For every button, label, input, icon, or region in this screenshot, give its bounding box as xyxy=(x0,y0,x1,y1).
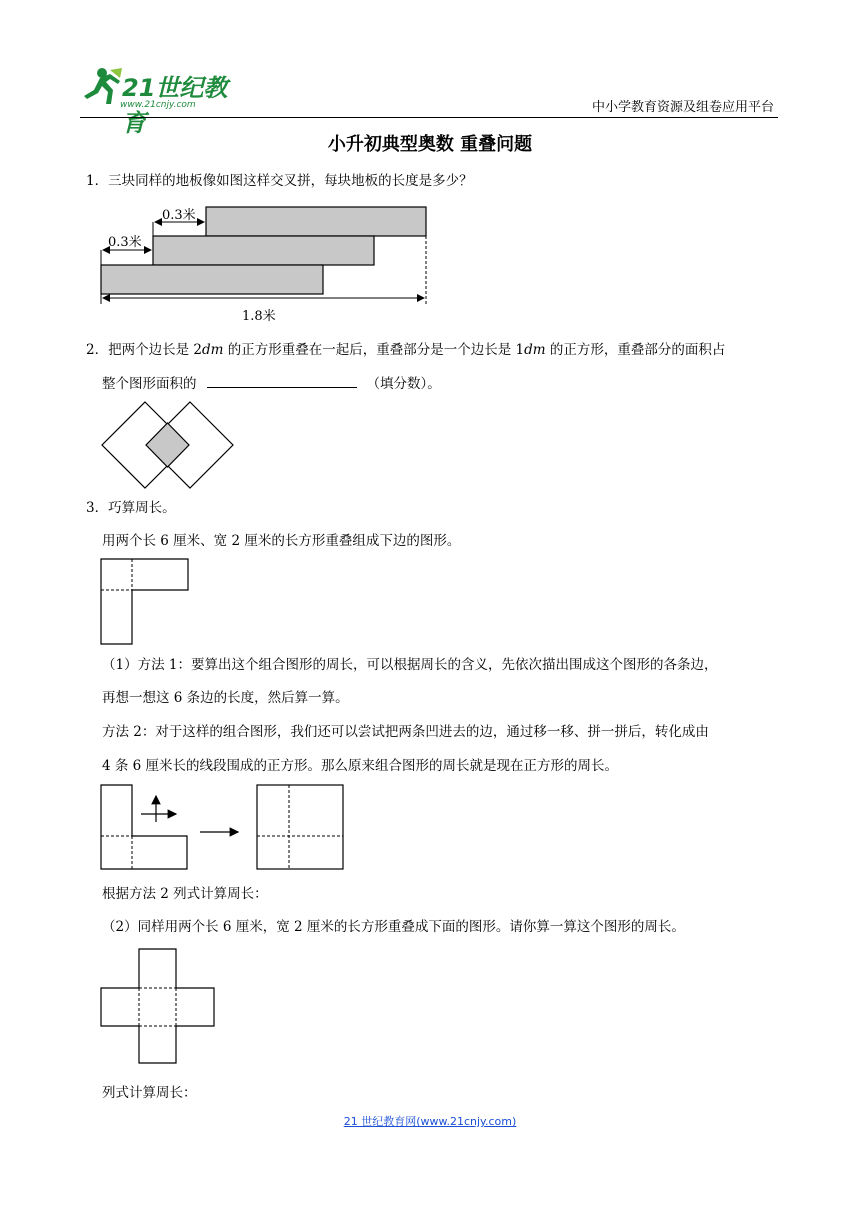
logo-url: www.21cnjy.com xyxy=(120,100,196,110)
q1-text: 1．三块同样的地板像如图这样交叉拼，每块地板的长度是多少？ xyxy=(86,173,473,189)
original-shape xyxy=(101,785,187,869)
cross-shape-figure xyxy=(96,944,220,1068)
board-middle xyxy=(153,236,374,265)
q3-intro: 用两个长 6 厘米、宽 2 厘米的长方形重叠组成下边的图形。 xyxy=(102,533,461,549)
method1-line2: 再想一想这 6 条边的长度，然后算一算。 xyxy=(102,690,349,706)
calc-method2-label: 根据方法 2 列式计算周长： xyxy=(102,886,268,902)
platform-name: 中小学教育资源及组卷应用平台 xyxy=(591,100,774,115)
part2-text: （2）同样用两个长 6 厘米，宽 2 厘米的长方形重叠成下面的图形。请你算一算这个图形的周长。 xyxy=(102,919,685,935)
q3-l-shape-figure xyxy=(96,556,196,648)
q2-line2: 整个图形面积的 （填分数）。 xyxy=(102,373,441,394)
q3-title: 3．巧算周长。 xyxy=(86,500,176,516)
footer xyxy=(0,1113,860,1129)
page-title: 小升初典型奥数 重叠问题 xyxy=(327,134,533,155)
transform-figure xyxy=(96,780,352,876)
header-divider xyxy=(80,117,778,118)
label-top-overlap: 0.3米 xyxy=(162,208,196,223)
result-square xyxy=(257,785,343,869)
footer-link[interactable]: 21 世纪教育网(www.21cnjy.com) xyxy=(343,1115,517,1128)
logo-text: 21世纪教育 xyxy=(122,74,228,137)
overlap-square xyxy=(146,423,189,467)
answer-blank[interactable] xyxy=(207,373,357,388)
method2-line1: 方法 2：对于这样的组合图形，我们还可以尝试把两条凹进去的边，通过移一移、拼一拼后，转化成由 xyxy=(102,724,709,740)
calc-perimeter-label: 列式计算周长： xyxy=(102,1085,197,1101)
q2-line1: 2．把两个边长是 2dm 的正方形重叠在一起后，重叠部分是一个边长是 1dm 的正方形，重叠部分的面积占 xyxy=(86,342,726,358)
board-top xyxy=(206,207,426,236)
runner-logo-icon xyxy=(80,66,124,106)
label-mid-overlap: 0.3米 xyxy=(108,235,142,250)
label-total-length: 1.8米 xyxy=(242,309,276,324)
method1-line1: （1）方法 1：要算出这个组合图形的周长，可以根据周长的含义，先依次描出围成这个图形的各条边， xyxy=(102,657,718,673)
q2-overlapping-squares-figure xyxy=(100,400,236,490)
method2-line2: 4 条 6 厘米长的线段围成的正方形。那么原来组合图形的周长就是现在正方形的周长。 xyxy=(102,758,619,774)
logo xyxy=(80,66,250,137)
board-bottom xyxy=(101,265,323,294)
q1-floorboard-figure xyxy=(96,200,436,330)
